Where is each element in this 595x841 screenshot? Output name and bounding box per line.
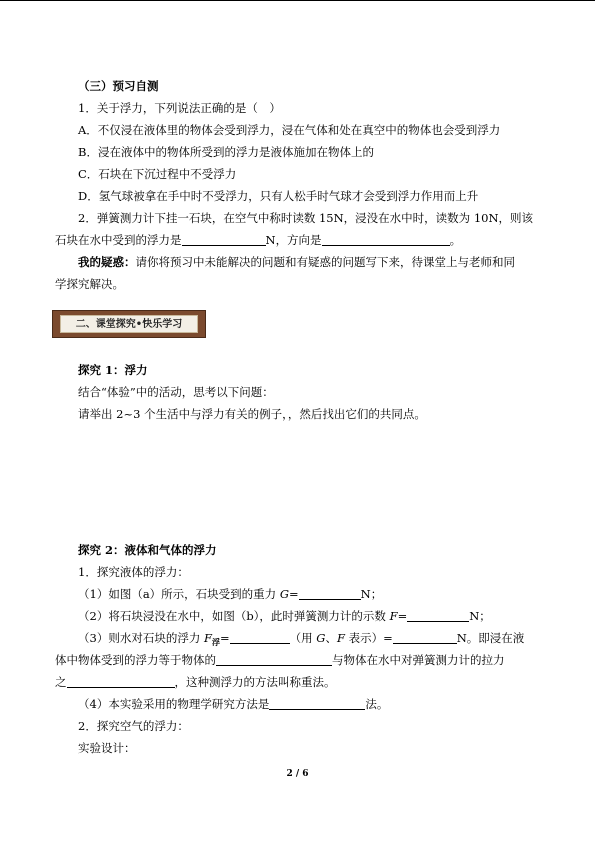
blank-scale-reading[interactable] (407, 609, 469, 622)
explore-2-step-3-line2: 体中物体受到的浮力等于物体的 与物体在水中对弹簧测力计的拉力 (55, 653, 505, 667)
explore-2-item-2: 2．探究空气的浮力： (78, 719, 189, 733)
option-b: B．浸在液体中的物体所受到的浮力是液体施加在物体上的 (78, 145, 374, 159)
section-banner (52, 310, 206, 338)
question-1: 1．关于浮力，下列说法正确的是（ ） (78, 101, 281, 115)
blank-method[interactable] (269, 697, 365, 710)
question-2-line1: 2．弹簧测力计下挂一石块，在空气中称时读数 15N，浸没在水中时，读数为 10N，则该 (78, 211, 534, 225)
section-title-self-test: （三）预习自测 (78, 79, 159, 93)
explore-2-step-1: （1）如图（a）所示，石块受到的重力 G= N； (78, 587, 383, 601)
explore-2-item-1: 1．探究液体的浮力： (78, 565, 189, 579)
blank-direction[interactable] (322, 233, 450, 246)
explore-2-step-2: （2）将石块浸没在水中，如图（b），此时弹簧测力计的示数 F= N； (78, 609, 491, 623)
blank-buoyancy-formula[interactable] (230, 631, 290, 644)
explore-2-title: 探究 2：液体和气体的浮力 (78, 543, 217, 557)
explore-2-step-4: （4）本实验采用的物理学研究方法是 法。 (78, 697, 389, 711)
explore-1-line2: 请举出 2~3 个生活中与浮力有关的例子，，然后找出它们的共同点。 (78, 407, 426, 421)
banner-label: 二、课堂探究•快乐学习 (60, 315, 198, 333)
doubt-line2: 学探究解决。 (55, 277, 124, 291)
blank-buoyancy-value[interactable] (393, 631, 457, 644)
option-c: C．石块在下沉过程中不受浮力 (78, 167, 237, 181)
header-rule (0, 0, 595, 1)
explore-2-step-3: （3）则水对石块的浮力 $F_浮=$ （用 G、F 表示）= N。即浸在液 (78, 631, 525, 647)
option-a: A．不仅浸在液体里的物体会受到浮力，浸在气体和处在真空中的物体也会受到浮力 (78, 123, 501, 137)
option-d: D．氢气球被拿在手中时不受浮力，只有人松手时气球才会受到浮力作用而上升 (78, 189, 479, 203)
doubt-line1: 我的疑惑：请你将预习中未能解决的问题和有疑惑的问题写下来，待课堂上与老师和同 (78, 255, 515, 269)
blank-gravity[interactable] (299, 587, 361, 600)
experiment-design-label: 实验设计： (78, 741, 136, 755)
explore-2-step-3-line3: 之 ，这种测浮力的方法叫称重法。 (55, 675, 336, 689)
blank-buoyancy[interactable] (182, 233, 266, 246)
question-2-line2: 石块在水中受到的浮力是 N，方向是 。 (55, 233, 462, 247)
blank-object-weight[interactable] (216, 653, 332, 666)
blank-difference[interactable] (67, 675, 175, 688)
explore-1-line1: 结合“体验”中的活动，思考以下问题： (78, 385, 274, 399)
page-number: 2 / 6 (286, 769, 309, 779)
explore-1-title: 探究 1：浮力 (78, 363, 148, 377)
